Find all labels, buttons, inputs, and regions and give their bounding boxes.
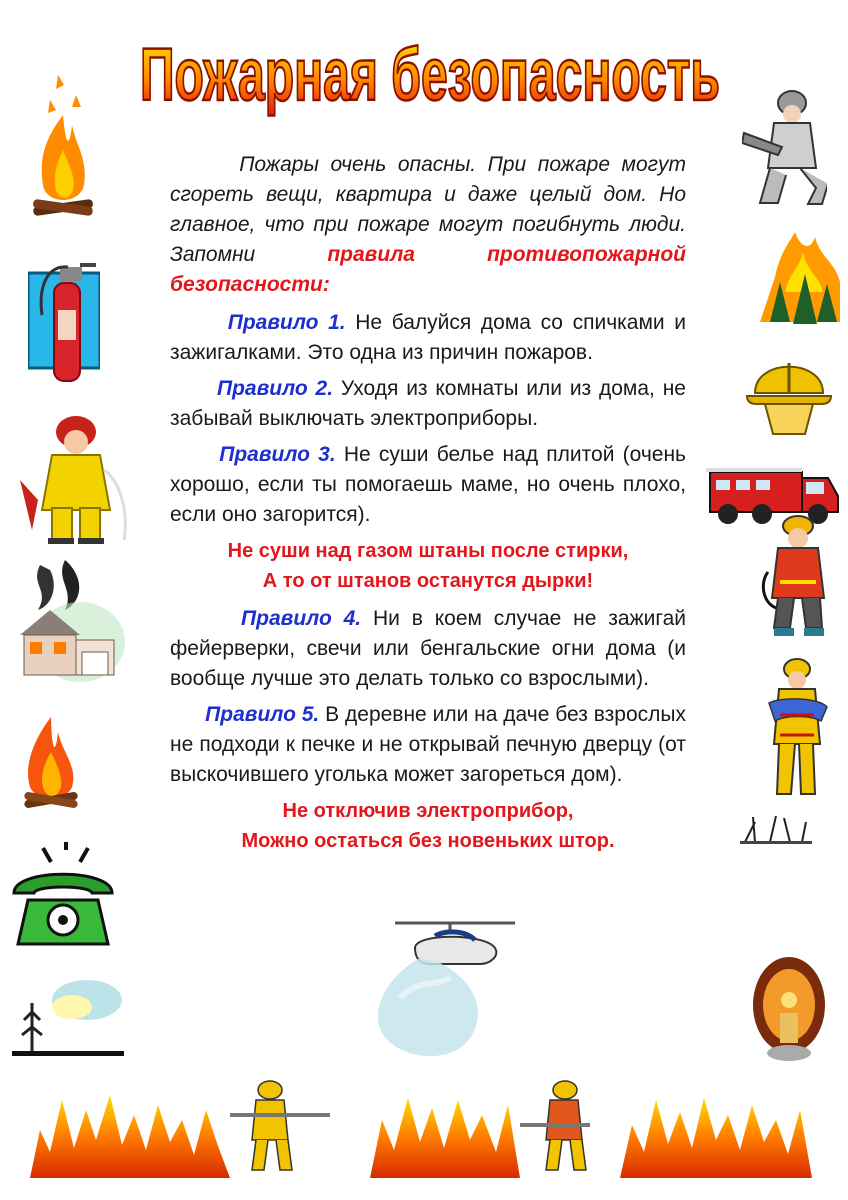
fire-helmet-icon <box>745 348 833 443</box>
intro-highlight: правила противопожарной безопасности: <box>170 243 686 296</box>
rule-label: Правило 3. <box>219 443 336 466</box>
burning-tree-icon <box>12 975 124 1057</box>
rule-label: Правило 1. <box>227 311 346 334</box>
rhyme-line: Не отключив электроприбор, <box>282 800 574 822</box>
intro-paragraph <box>170 150 686 300</box>
telephone-icon <box>8 838 118 948</box>
rule-text: Уходя из комнаты или из дома, не забывай выключать электроприборы. <box>170 377 686 430</box>
main-text <box>170 150 686 864</box>
rhyme-2 <box>170 796 686 856</box>
title-text: Пожарная безопасность <box>140 34 720 116</box>
rule-label: Правило 5. <box>205 703 320 726</box>
firefighter-axe-bottom-icon <box>520 1081 590 1170</box>
page-title <box>130 34 730 118</box>
burning-house-icon <box>10 560 125 690</box>
rule-text: Ни в коем случае не зажигай фейерверки, свечи или бенгальские огни дома (и вообще лучше это делать только со взрослыми). <box>170 607 686 690</box>
campfire-icon <box>22 712 80 812</box>
flames-border-icon <box>30 1070 830 1180</box>
firefighter-hose-bottom-icon <box>230 1081 330 1170</box>
rhyme-line: Можно остаться без новеньких штор. <box>241 830 615 852</box>
firefighter-red-icon <box>758 512 836 642</box>
rule-5 <box>170 700 686 790</box>
rule-2 <box>170 374 686 434</box>
title-wordart <box>130 34 730 118</box>
intro-text: Пожары очень опасны. При пожаре могут сгореть вещи, квартира и даже целый дом. Но главное, что при пожаре могут погибнуть люди. Запомни <box>170 153 686 266</box>
rule-text: В деревне или на даче без взрослых не подходи к печке и не открывай печную дверцу (от выскочившего уголька может загореться дом). <box>170 703 686 786</box>
rule-3 <box>170 440 686 530</box>
fire-extinguisher-icon <box>28 255 100 385</box>
rule-label: Правило 4. <box>241 607 362 630</box>
firefighter-hose-icon <box>742 88 827 210</box>
rhyme-line: А то от штанов останутся дырки! <box>262 570 594 592</box>
rhyme-line: Не суши над газом штаны после стирки, <box>227 540 629 562</box>
rule-label: Правило 2. <box>216 377 334 400</box>
firefighter-rescue-icon <box>765 655 830 805</box>
rule-4 <box>170 604 686 694</box>
rule-text: Не суши белье над плитой (очень хорошо, если ты помогаешь маме, но очень плохо, если оно загорится). <box>170 443 686 526</box>
firefighter-yellow-suit-icon <box>18 410 133 545</box>
rhyme-1 <box>170 536 686 596</box>
fire-circle-icon <box>752 955 827 1067</box>
burning-bush-icon <box>740 808 812 844</box>
rule-text: Не балуйся дома со спичками и зажигалками. Это одна из причин пожаров. <box>170 311 686 364</box>
burning-forest-icon <box>755 232 845 330</box>
campfire-flame-icon <box>28 55 98 220</box>
helicopter-water-icon <box>360 918 520 1063</box>
rule-1 <box>170 308 686 368</box>
